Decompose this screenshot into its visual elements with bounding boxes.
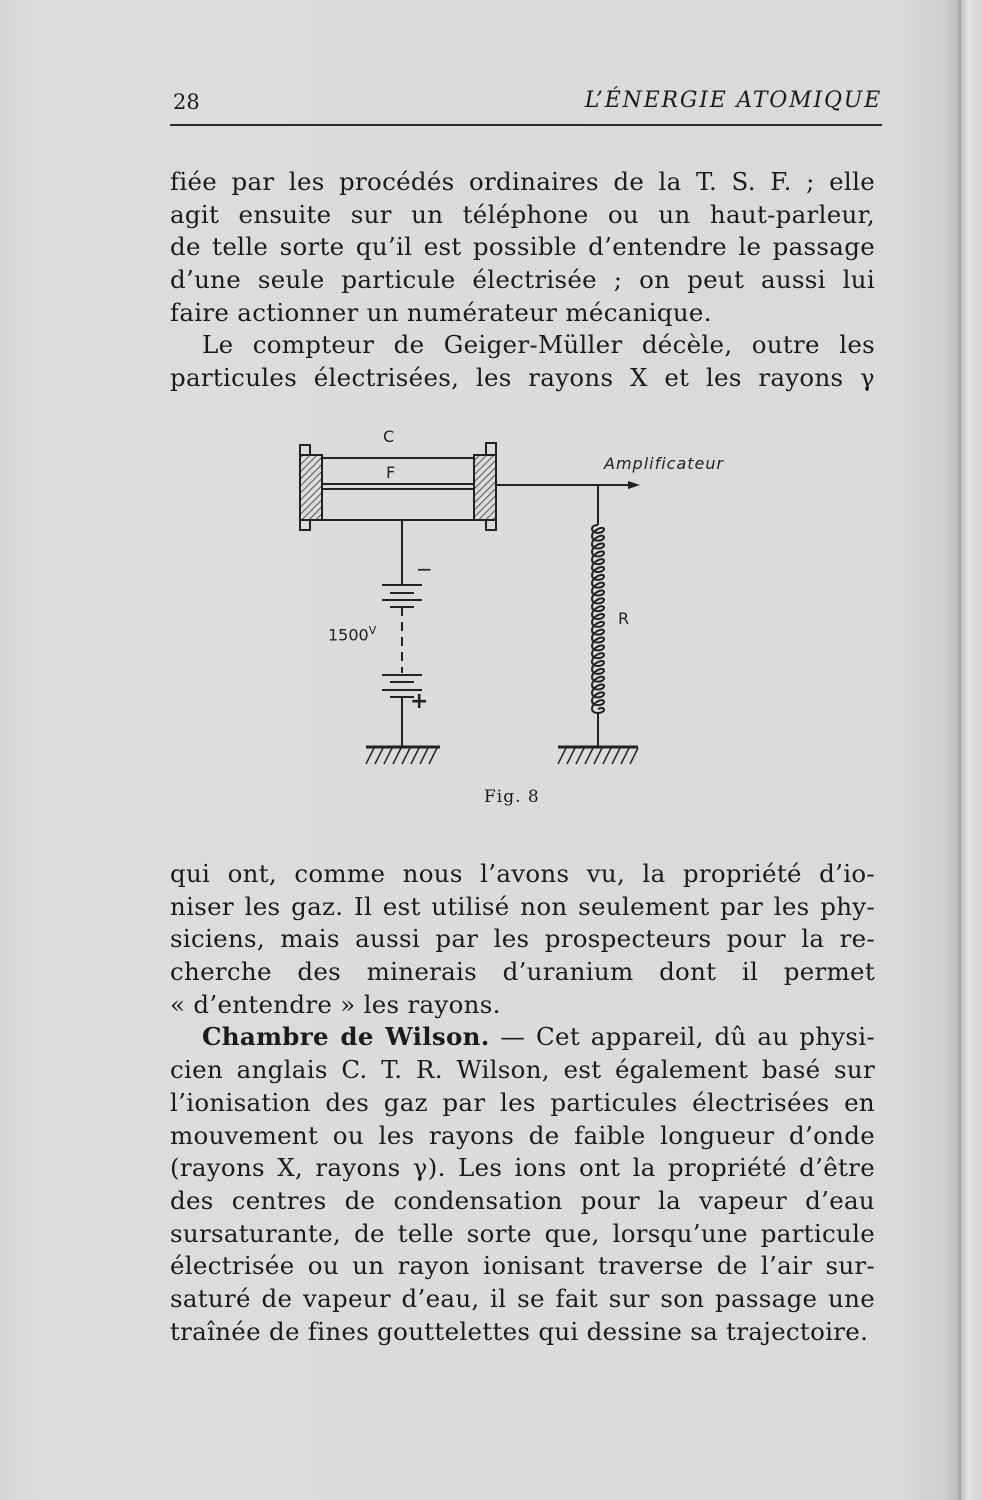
hatch-stroke xyxy=(375,748,383,764)
text-line: cien anglais C. T. R. Wilson, est également basé sur xyxy=(170,1055,875,1085)
circuit-svg xyxy=(290,425,760,815)
hatch-stroke xyxy=(420,748,428,764)
label-f: F xyxy=(386,463,396,482)
text-block-top xyxy=(170,166,875,395)
left-cap-bottom xyxy=(300,520,310,530)
voltage-value: 1500 xyxy=(328,625,369,645)
label-voltage xyxy=(328,624,376,644)
text-line: qui ont, comme nous l’avons vu, la propriété d’io- xyxy=(170,859,875,888)
hatch-stroke xyxy=(576,748,584,764)
header-rule xyxy=(170,124,882,126)
text-fragment: — Cet appareil, dû au physi- xyxy=(489,1022,876,1052)
running-title: L’ÉNERGIE ATOMIQUE xyxy=(584,88,882,113)
text-line: niser les gaz. Il est utilisé non seulement par les phy- xyxy=(170,891,875,921)
label-minus: − xyxy=(416,557,433,581)
ground-right-hatch xyxy=(558,748,638,764)
text-line: Le compteur de Geiger-Müller décèle, outre les xyxy=(202,330,875,360)
label-r: R xyxy=(618,609,630,628)
section-heading: Chambre de Wilson. xyxy=(202,1022,490,1052)
hatch-stroke xyxy=(366,748,374,764)
hatch-stroke xyxy=(594,748,602,764)
right-cap-top xyxy=(486,443,496,455)
ground-left-hatch xyxy=(366,748,437,764)
left-cap-top xyxy=(300,445,310,455)
hatch-stroke xyxy=(630,748,638,764)
text-line: particules électrisées, les rayons X et les rayons γ xyxy=(170,363,875,393)
text-line: électrisée ou un rayon ionisant traverse de l’air sur- xyxy=(170,1251,875,1281)
hatch-stroke xyxy=(402,748,410,764)
hatch-stroke xyxy=(411,748,419,764)
label-plus: + xyxy=(410,689,429,714)
text-line: sursaturante, de telle sorte que, lorsqu’une particule xyxy=(170,1218,875,1248)
page-header xyxy=(170,88,882,124)
text-line: agit ensuite sur un téléphone ou un haut-parleur, xyxy=(170,199,875,229)
text-line: des centres de condensation pour la vapeur d’eau xyxy=(170,1185,875,1215)
text-line: cherche des minerais d’uranium dont il permet xyxy=(170,957,875,987)
hatch-stroke xyxy=(393,748,401,764)
wilson-heading-line xyxy=(170,1021,875,1054)
hatch-stroke xyxy=(603,748,611,764)
figure-caption: Fig. 8 xyxy=(484,787,540,807)
left-insulator xyxy=(300,455,322,520)
text-line: siciens, mais aussi par les prospecteurs pour la re- xyxy=(170,924,875,954)
text-block-bottom xyxy=(170,858,875,1348)
hatch-stroke xyxy=(429,748,437,764)
text-line: saturé de vapeur d’eau, il se fait sur son passage une xyxy=(170,1283,875,1313)
hatch-stroke xyxy=(567,748,575,764)
text-line: fiée par les procédés ordinaires de la T. S. F. ; elle xyxy=(170,167,875,196)
right-insulator xyxy=(474,455,496,520)
text-line: (rayons X, rayons γ). Les ions ont la propriété d’être xyxy=(170,1153,875,1183)
text-line: d’une seule particule électrisée ; on peut aussi lui xyxy=(170,265,875,295)
right-cap-bottom xyxy=(486,520,496,530)
geiger-counter-diagram xyxy=(290,425,760,815)
label-c: C xyxy=(383,427,395,446)
text-line: faire actionner un numérateur mécanique. xyxy=(170,297,712,327)
amplifier-arrow xyxy=(628,481,640,489)
text-line: de telle sorte qu’il est possible d’entendre le passage xyxy=(170,232,875,262)
hatch-stroke xyxy=(585,748,593,764)
page-number: 28 xyxy=(173,90,200,114)
hatch-stroke xyxy=(384,748,392,764)
resistor-coil xyxy=(592,525,604,713)
text-line: traînée de fines gouttelettes qui dessine sa trajectoire. xyxy=(170,1316,869,1346)
hatch-stroke xyxy=(621,748,629,764)
hatch-stroke xyxy=(558,748,566,764)
text-line: l’ionisation des gaz par les particules électrisées en xyxy=(170,1087,875,1117)
page-edge xyxy=(958,0,961,1500)
text-line: « d’entendre » les rayons. xyxy=(170,989,501,1019)
label-amplifier: Amplificateur xyxy=(604,454,725,473)
text-line: mouvement ou les rayons de faible longueur d’onde xyxy=(170,1120,875,1150)
voltage-unit: V xyxy=(368,624,377,637)
hatch-stroke xyxy=(612,748,620,764)
